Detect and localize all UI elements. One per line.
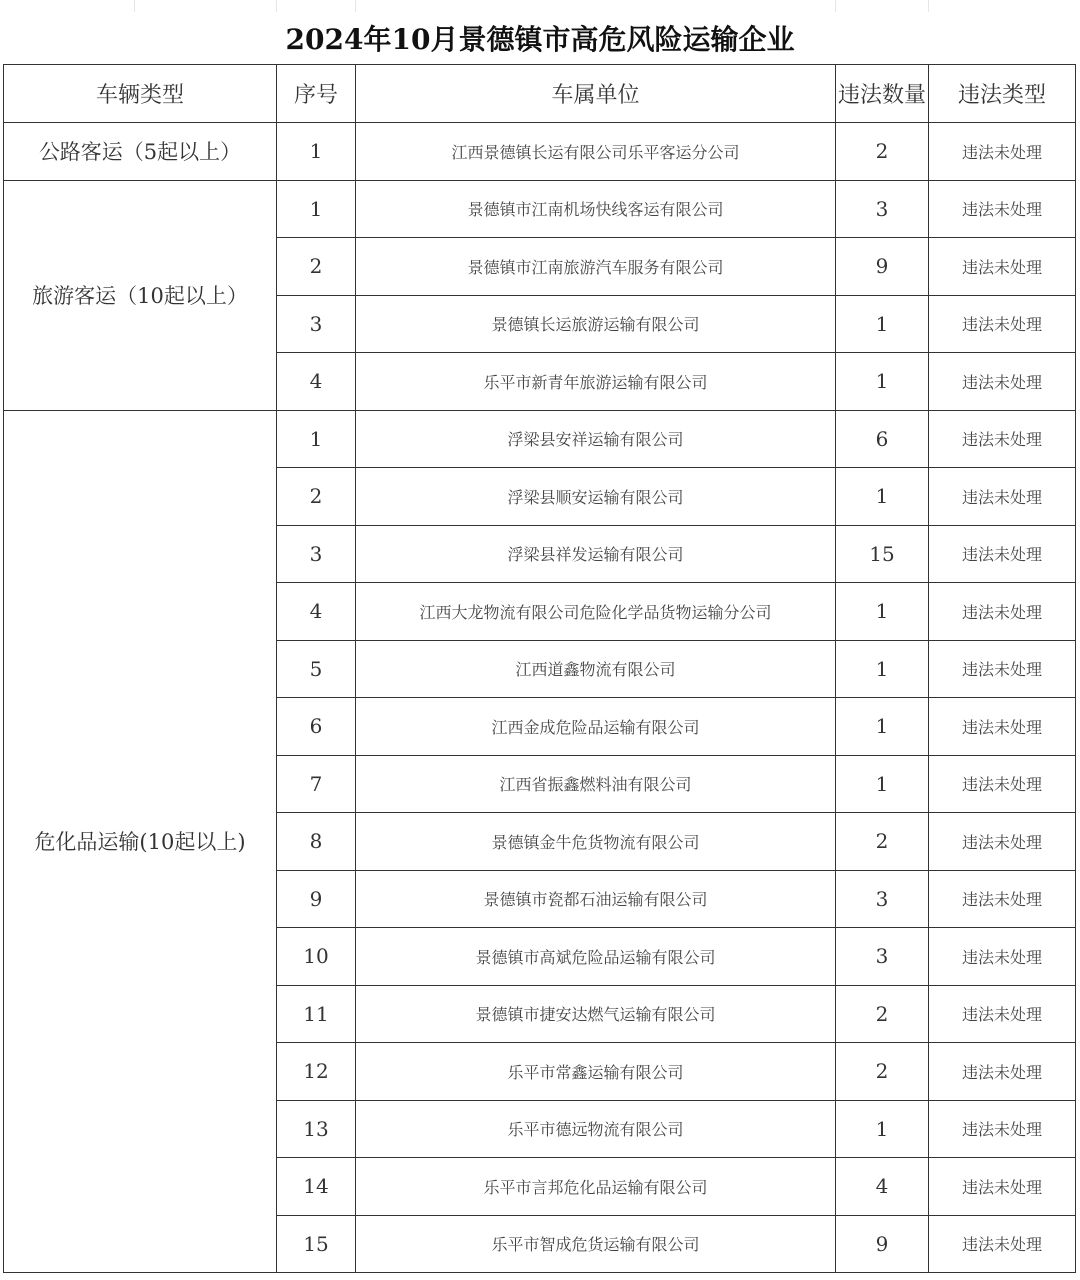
- violation-type-cell[interactable]: 违法未处理: [929, 583, 1076, 641]
- seq-cell[interactable]: 15: [277, 1215, 356, 1273]
- seq-cell[interactable]: 7: [277, 755, 356, 813]
- violation-type-cell[interactable]: 违法未处理: [929, 295, 1076, 353]
- unit-cell[interactable]: 景德镇市江南机场快线客运有限公司: [356, 180, 836, 238]
- count-cell[interactable]: 3: [836, 180, 929, 238]
- count-cell[interactable]: 2: [836, 985, 929, 1043]
- seq-cell[interactable]: 4: [277, 353, 356, 411]
- count-cell[interactable]: 1: [836, 353, 929, 411]
- seq-cell[interactable]: 1: [277, 180, 356, 238]
- violation-type-cell[interactable]: 违法未处理: [929, 698, 1076, 756]
- violation-type-cell[interactable]: 违法未处理: [929, 985, 1076, 1043]
- violation-type-cell[interactable]: 违法未处理: [929, 870, 1076, 928]
- seq-cell[interactable]: 10: [277, 928, 356, 986]
- seq-cell[interactable]: 2: [277, 468, 356, 526]
- violation-type-cell[interactable]: 违法未处理: [929, 180, 1076, 238]
- table-row: [4, 410, 1076, 468]
- unit-cell[interactable]: 景德镇市瓷都石油运输有限公司: [356, 870, 836, 928]
- sheet-gridline: [134, 0, 135, 12]
- unit-cell[interactable]: 江西大龙物流有限公司危险化学品货物运输分公司: [356, 583, 836, 641]
- count-cell[interactable]: 1: [836, 755, 929, 813]
- count-cell[interactable]: 2: [836, 1043, 929, 1101]
- violation-type-cell[interactable]: 违法未处理: [929, 1215, 1076, 1273]
- unit-cell[interactable]: 乐平市言邦危化品运输有限公司: [356, 1158, 836, 1216]
- count-cell[interactable]: 4: [836, 1158, 929, 1216]
- count-cell[interactable]: 6: [836, 410, 929, 468]
- seq-cell[interactable]: 11: [277, 985, 356, 1043]
- header-violation-count[interactable]: 违法数量: [836, 65, 929, 123]
- violation-type-cell[interactable]: 违法未处理: [929, 1100, 1076, 1158]
- unit-cell[interactable]: 乐平市常鑫运输有限公司: [356, 1043, 836, 1101]
- header-row: [4, 65, 1076, 123]
- violation-type-cell[interactable]: 违法未处理: [929, 238, 1076, 296]
- violation-type-cell[interactable]: 违法未处理: [929, 353, 1076, 411]
- seq-cell[interactable]: 3: [277, 525, 356, 583]
- seq-cell[interactable]: 2: [277, 238, 356, 296]
- violation-type-cell[interactable]: 违法未处理: [929, 928, 1076, 986]
- seq-cell[interactable]: 3: [277, 295, 356, 353]
- count-cell[interactable]: 2: [836, 123, 929, 181]
- seq-cell[interactable]: 6: [277, 698, 356, 756]
- seq-cell[interactable]: 9: [277, 870, 356, 928]
- unit-cell[interactable]: 江西金成危险品运输有限公司: [356, 698, 836, 756]
- category-cell[interactable]: 旅游客运（10起以上）: [4, 180, 277, 410]
- count-cell[interactable]: 1: [836, 468, 929, 526]
- violation-type-cell[interactable]: 违法未处理: [929, 468, 1076, 526]
- header-violation-type[interactable]: 违法类型: [929, 65, 1076, 123]
- seq-cell[interactable]: 14: [277, 1158, 356, 1216]
- count-cell[interactable]: 1: [836, 640, 929, 698]
- seq-cell[interactable]: 1: [277, 410, 356, 468]
- count-cell[interactable]: 1: [836, 583, 929, 641]
- seq-cell[interactable]: 1: [277, 123, 356, 181]
- count-cell[interactable]: 3: [836, 870, 929, 928]
- seq-cell[interactable]: 8: [277, 813, 356, 871]
- violation-type-cell[interactable]: 违法未处理: [929, 640, 1076, 698]
- enterprise-table: [3, 64, 1076, 1273]
- count-cell[interactable]: 1: [836, 1100, 929, 1158]
- header-unit[interactable]: 车属单位: [356, 65, 836, 123]
- count-cell[interactable]: 2: [836, 813, 929, 871]
- count-cell[interactable]: 3: [836, 928, 929, 986]
- count-cell[interactable]: 1: [836, 698, 929, 756]
- violation-type-cell[interactable]: 违法未处理: [929, 525, 1076, 583]
- category-cell[interactable]: 公路客运（5起以上）: [4, 123, 277, 181]
- unit-cell[interactable]: 江西道鑫物流有限公司: [356, 640, 836, 698]
- count-cell[interactable]: 9: [836, 238, 929, 296]
- seq-cell[interactable]: 4: [277, 583, 356, 641]
- unit-cell[interactable]: 浮梁县安祥运输有限公司: [356, 410, 836, 468]
- unit-cell[interactable]: 乐平市智成危货运输有限公司: [356, 1215, 836, 1273]
- unit-cell[interactable]: 浮梁县顺安运输有限公司: [356, 468, 836, 526]
- unit-cell[interactable]: 景德镇市高斌危险品运输有限公司: [356, 928, 836, 986]
- sheet-gridline: [835, 0, 836, 12]
- seq-cell[interactable]: 12: [277, 1043, 356, 1101]
- count-cell[interactable]: 1: [836, 295, 929, 353]
- unit-cell[interactable]: 江西景德镇长运有限公司乐平客运分公司: [356, 123, 836, 181]
- unit-cell[interactable]: 景德镇市捷安达燃气运输有限公司: [356, 985, 836, 1043]
- header-seq[interactable]: 序号: [277, 65, 356, 123]
- seq-cell[interactable]: 5: [277, 640, 356, 698]
- sheet-title: 2024年10月景德镇市高危风险运输企业: [285, 23, 795, 56]
- unit-cell[interactable]: 景德镇金牛危货物流有限公司: [356, 813, 836, 871]
- violation-type-cell[interactable]: 违法未处理: [929, 410, 1076, 468]
- violation-type-cell[interactable]: 违法未处理: [929, 123, 1076, 181]
- table-row: [4, 180, 1076, 238]
- count-cell[interactable]: 15: [836, 525, 929, 583]
- unit-cell[interactable]: 景德镇长运旅游运输有限公司: [356, 295, 836, 353]
- unit-cell[interactable]: 浮梁县祥发运输有限公司: [356, 525, 836, 583]
- sheet-gridline: [928, 0, 929, 12]
- table-row: [4, 123, 1076, 181]
- unit-cell[interactable]: 景德镇市江南旅游汽车服务有限公司: [356, 238, 836, 296]
- unit-cell[interactable]: 乐平市德远物流有限公司: [356, 1100, 836, 1158]
- sheet-gridline: [276, 0, 277, 12]
- unit-cell[interactable]: 江西省振鑫燃料油有限公司: [356, 755, 836, 813]
- violation-type-cell[interactable]: 违法未处理: [929, 1158, 1076, 1216]
- violation-type-cell[interactable]: 违法未处理: [929, 813, 1076, 871]
- count-cell[interactable]: 9: [836, 1215, 929, 1273]
- violation-type-cell[interactable]: 违法未处理: [929, 755, 1076, 813]
- violation-type-cell[interactable]: 违法未处理: [929, 1043, 1076, 1101]
- sheet-gridline: [355, 0, 356, 12]
- seq-cell[interactable]: 13: [277, 1100, 356, 1158]
- header-vehicle-type[interactable]: 车辆类型: [4, 65, 277, 123]
- unit-cell[interactable]: 乐平市新青年旅游运输有限公司: [356, 353, 836, 411]
- category-cell[interactable]: 危化品运输(10起以上): [4, 410, 277, 1273]
